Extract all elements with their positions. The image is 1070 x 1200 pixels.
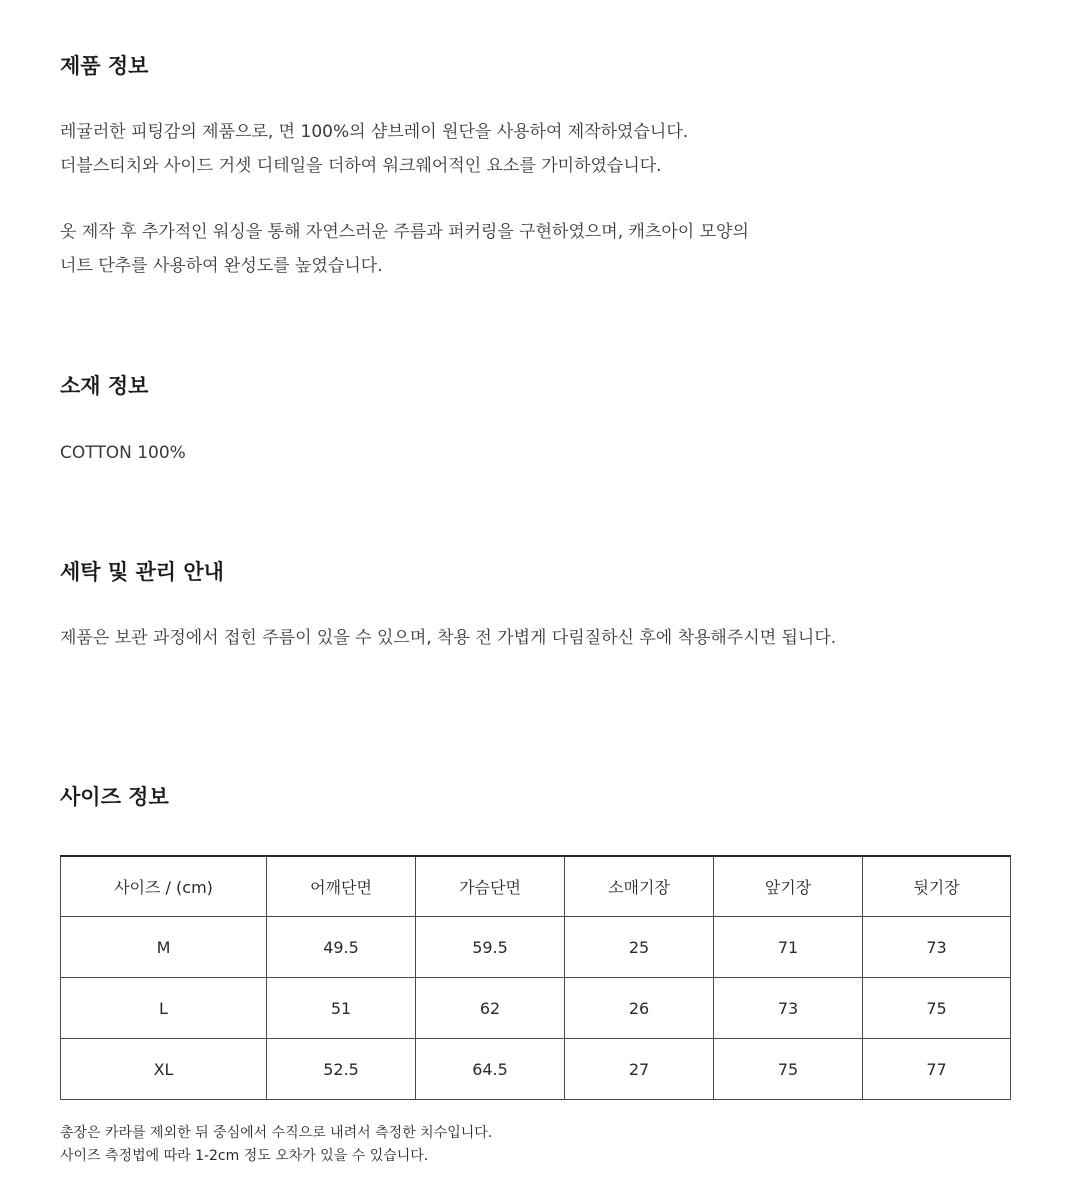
table-cell: 51	[267, 978, 416, 1039]
table-cell: 77	[863, 1039, 1011, 1100]
size-table-header-cell: 사이즈 / (cm)	[61, 856, 267, 917]
table-cell: 26	[565, 978, 714, 1039]
product-info-line: 레귤러한 피팅감의 제품으로, 면 100%의 샴브레이 원단을 사용하여 제작하였습니다.	[60, 122, 689, 142]
table-cell: 27	[565, 1039, 714, 1100]
size-table-header-cell: 뒷기장	[863, 856, 1011, 917]
size-note: 사이즈 측정법에 따라 1-2cm 정도 오차가 있을 수 있습니다.	[60, 1148, 429, 1164]
size-table-header-cell: 소매기장	[565, 856, 714, 917]
material-info-title: 소재 정보	[60, 374, 149, 398]
product-info-title: 제품 정보	[60, 54, 149, 78]
table-cell: 73	[714, 978, 863, 1039]
product-info-line: 너트 단추를 사용하여 완성도를 높였습니다.	[60, 256, 383, 276]
size-note: 총장은 카라를 제외한 뒤 중심에서 수직으로 내려서 측정한 치수입니다.	[60, 1125, 493, 1141]
size-notes	[60, 1122, 492, 1168]
table-cell: 75	[863, 978, 1011, 1039]
table-cell: 59.5	[416, 917, 565, 978]
care-info-text: 제품은 보관 과정에서 접힌 주름이 있을 수 있으며, 착용 전 가볍게 다림질하신 후에 착용해주시면 됩니다.	[60, 628, 837, 648]
table-row	[61, 1039, 1011, 1100]
product-info-line: 더블스티치와 사이드 거셋 디테일을 더하여 워크웨어적인 요소를 가미하였습니다.	[60, 156, 662, 176]
size-info-title: 사이즈 정보	[60, 785, 169, 809]
material-info-text: COTTON 100%	[60, 443, 186, 463]
product-info-paragraph-1	[60, 115, 688, 183]
table-cell: 62	[416, 978, 565, 1039]
table-cell: 71	[714, 917, 863, 978]
table-cell: 75	[714, 1039, 863, 1100]
table-cell: 73	[863, 917, 1011, 978]
table-cell: L	[61, 978, 267, 1039]
table-cell: 64.5	[416, 1039, 565, 1100]
size-table-header-cell: 앞기장	[714, 856, 863, 917]
table-cell: 25	[565, 917, 714, 978]
size-table-header-cell: 가슴단면	[416, 856, 565, 917]
product-info-line: 옷 제작 후 추가적인 워싱을 통해 자연스러운 주름과 퍼커링을 구현하였으며, 캐츠아이 모양의	[60, 222, 749, 242]
table-cell: XL	[61, 1039, 267, 1100]
size-table-header-cell: 어깨단면	[267, 856, 416, 917]
table-cell: M	[61, 917, 267, 978]
table-row	[61, 917, 1011, 978]
size-table	[60, 855, 1011, 1100]
table-row	[61, 978, 1011, 1039]
table-cell: 52.5	[267, 1039, 416, 1100]
product-info-paragraph-2	[60, 215, 749, 283]
care-info-title: 세탁 및 관리 안내	[60, 560, 224, 584]
size-table-header-row	[61, 856, 1011, 917]
table-cell: 49.5	[267, 917, 416, 978]
